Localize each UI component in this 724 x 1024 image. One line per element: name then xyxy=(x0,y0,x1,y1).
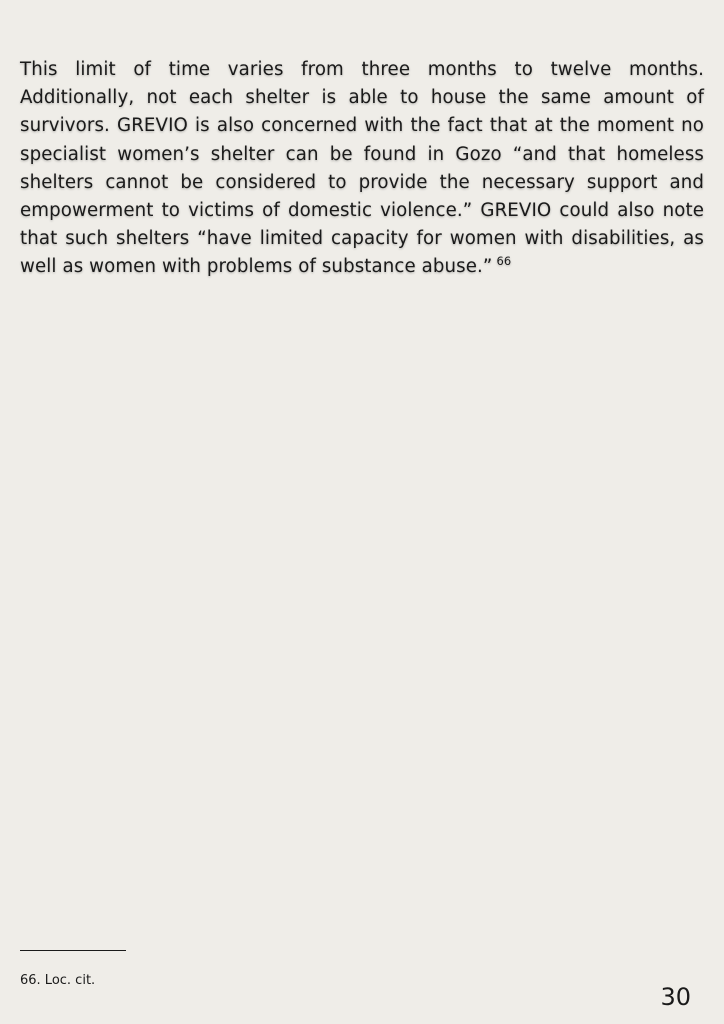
body-paragraph xyxy=(20,56,704,282)
footnote-reference[interactable]: 66 xyxy=(496,254,512,269)
page-number: 30 xyxy=(660,983,691,1011)
footnote-divider xyxy=(20,950,126,951)
paragraph-text: This limit of time varies from three months to twelve months. Additionally, not each shelter is able to house the same amount of survivors. GREVIO is also concerned with the fact that at the moment no specialist women’s shelter can be found in Gozo “and that homeless shelters cannot be considered to provide the necessary support and empowerment to victims of domestic violence.” GREVIO could also note that such shelters “have limited capacity for women with disabilities, as well as women with problems of substance abuse.” xyxy=(20,59,704,278)
footnote: 66. Loc. cit. xyxy=(20,973,96,988)
